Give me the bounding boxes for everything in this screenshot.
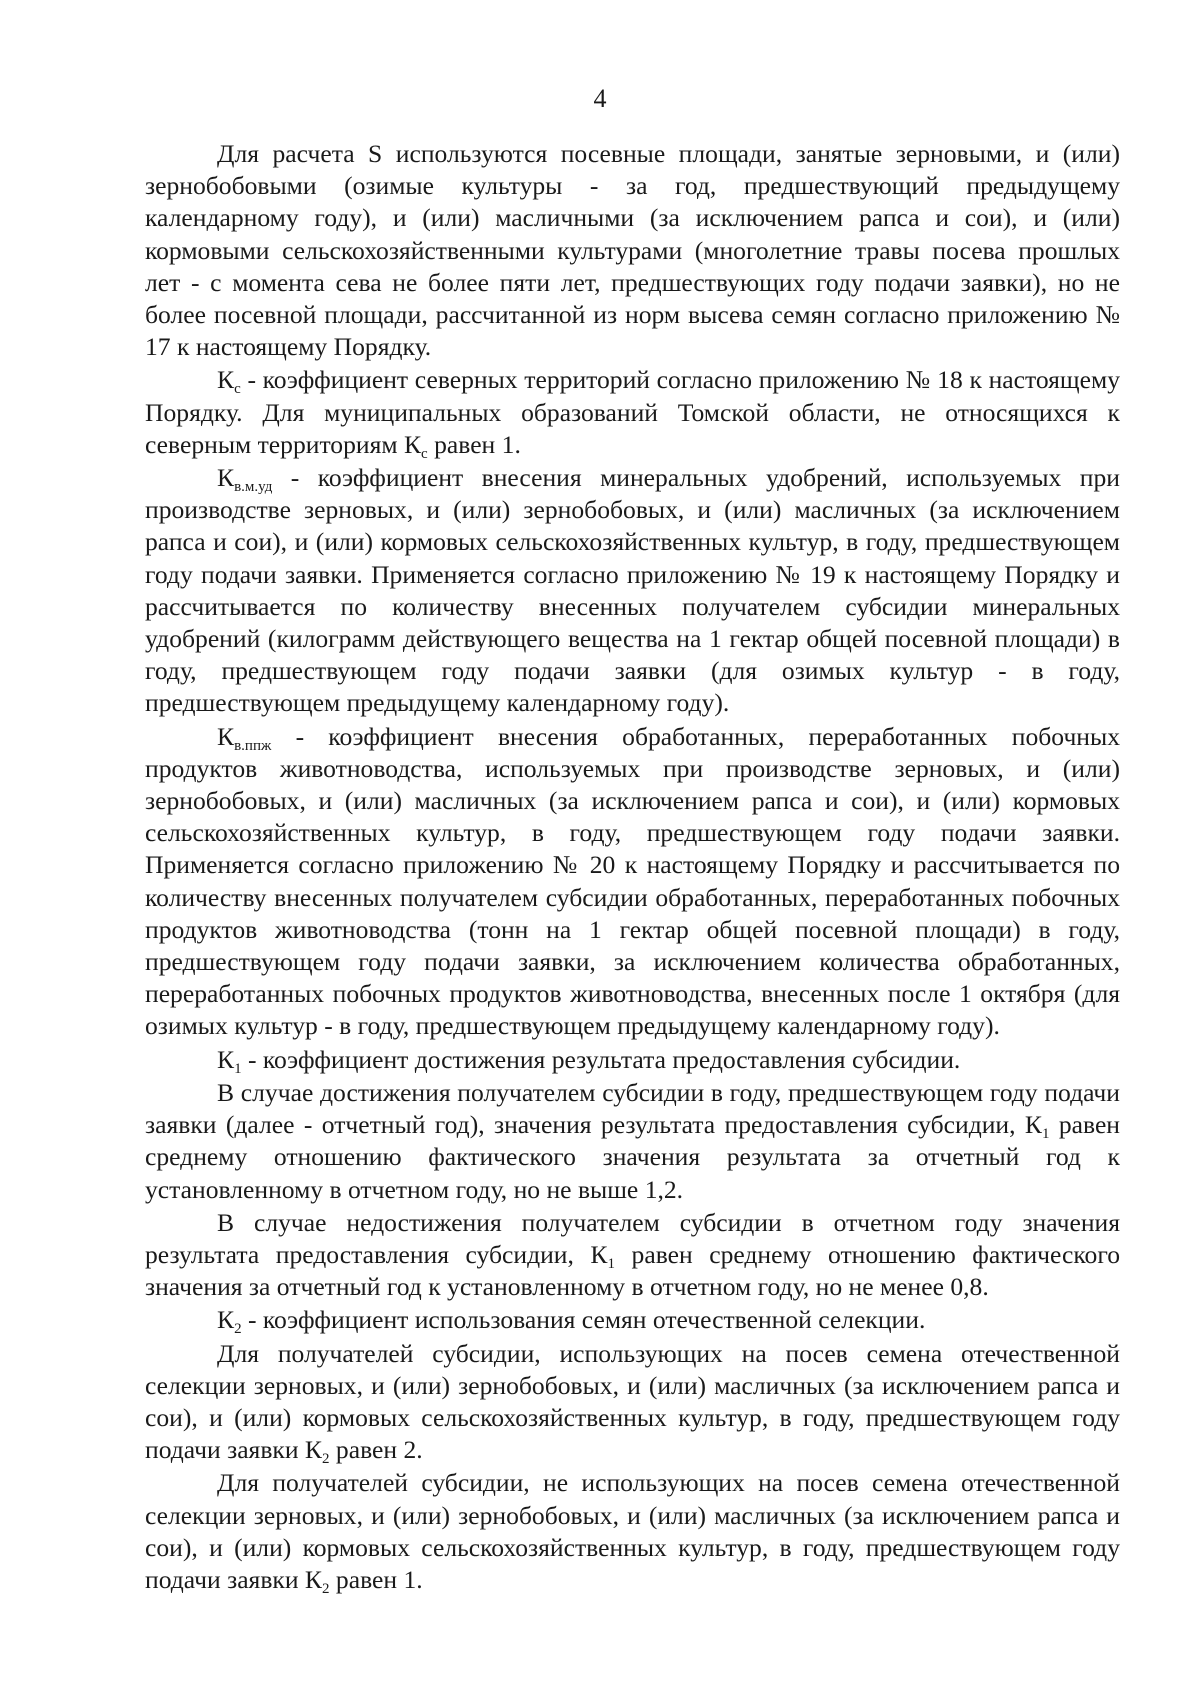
paragraph-text: Для расчета S используются посевные площади, занятые зерновыми, и (или) зернобобовыми (озимые культуры - за год, предшествующий предыдущему календарному году), и (или) масличными (за исключением рапса и сои), и (или) кормовыми сельскохозяйственными культурами (многолетние травы посева прошлых лет - с момента сева не более пяти лет, предшествующих году подачи заявки), но не более посевной площади, рассчитанной из норм высева семян согласно приложению № 17 к настоящему Порядку. (145, 139, 1120, 362)
document-body (145, 138, 1120, 1596)
coefficient-subscript: 1 (234, 1060, 242, 1077)
coefficient-subscript: 2 (322, 1451, 330, 1468)
paragraph-text: - коэффициент достижения результата предоставления субсидии. (241, 1044, 961, 1074)
paragraph-k1-not-achieved (145, 1207, 1120, 1304)
paragraph-text-tail: равен среднему отношению фактического значения за отчетный год к установленному в отчетном году, но не менее 0,8. (145, 1239, 1120, 1302)
paragraph-text: В случае достижения получателем субсидии в году, предшествующем году подачи заявки (далее - отчетный год), значения результата предоставления субсидии, К (145, 1077, 1120, 1140)
paragraph-text: Для получателей субсидии, использующих на посев семена отечественной селекции зерновых, и (или) зернобобовых, и (или) масличных (за исключением рапса и сои), и (или) кормовых сельскохозяйственных культур, в году, предшествующем году подачи заявки К (145, 1338, 1120, 1465)
coefficient-subscript: 1 (1041, 1126, 1050, 1143)
paragraph-kvppzh (145, 721, 1120, 1043)
coefficient-subscript: 2 (322, 1580, 330, 1597)
coefficient-subscript: в.м.уд (234, 479, 273, 496)
page-number: 4 (593, 84, 607, 113)
paragraph-k2-domestic (145, 1338, 1120, 1467)
paragraph-k1-achieved (145, 1077, 1120, 1206)
paragraph-text: В случае недостижения получателем субсидии в отчетном году значения результата предоставления субсидии, К (145, 1207, 1120, 1269)
coefficient-subscript: с (421, 445, 428, 462)
paragraph-text: - коэффициент использования семян отечественной селекции. (241, 1305, 926, 1335)
paragraph-text-tail: равен 1. (427, 429, 521, 459)
coefficient-symbol: К (217, 1305, 235, 1335)
paragraph-text: - коэффициент северных территорий согласно приложению № 18 к настоящему Порядку. Для муниципальных образований Томской области, не относящихся к северным территориям К (145, 365, 1120, 459)
paragraph-text: - коэффициент внесения минеральных удобрений, используемых при производстве зерновых, и (или) зернобобовых, и (или) масличных (за исключением рапса и сои), и (или) кормовых сельскохозяйственных культур, в году, предшествующем году подачи заявки. Применяется согласно приложению № 19 к настоящему Порядку и рассчитывается по количеству внесенных получателем субсидии минеральных удобрений (килограмм действующего вещества на 1 гектар общей посевной площади) в году, предшествующем году подачи заявки (для озимых культур - в году, предшествующем предыдущему календарному году). (145, 463, 1120, 718)
paragraph-text-tail: равен 2. (329, 1435, 423, 1465)
coefficient-subscript: 1 (607, 1255, 616, 1272)
coefficient-subscript: 2 (234, 1321, 242, 1338)
paragraph-k2 (145, 1304, 1120, 1336)
coefficient-symbol: К (217, 721, 235, 751)
paragraph-s-definition (145, 138, 1120, 363)
paragraph-kc (145, 364, 1120, 461)
paragraph-text-tail: равен 1. (329, 1564, 423, 1594)
paragraph-k2-non-domestic (145, 1467, 1120, 1596)
coefficient-symbol: К (217, 463, 235, 493)
paragraph-text: - коэффициент внесения обработанных, переработанных побочных продуктов животноводства, используемых при производстве зерновых, и (или) зернобобовых, и (или) масличных (за исключением рапса и сои), и (или) кормовых сельскохозяйственных культур, в году, предшествующем году подачи заявки. Применяется согласно приложению № 20 к настоящему Порядку и рассчитывается по количеству внесенных получателем субсидии обработанных, переработанных побочных продуктов животноводства (тонн на 1 гектар общей посевной площади) в году, предшествующем году подачи заявки, за исключением количества обработанных, переработанных побочных продуктов животноводства, внесенных после 1 октября (для озимых культур - в году, предшествующем предыдущему календарному году). (145, 721, 1120, 1041)
coefficient-symbol: К (217, 1044, 235, 1074)
paragraph-kvmud (145, 462, 1120, 720)
coefficient-subscript: с (234, 381, 241, 398)
paragraph-text-tail: равен среднему отношению фактического значения результата за отчетный год к установленному в отчетном году, но не выше 1,2. (145, 1110, 1120, 1204)
paragraph-k1 (145, 1044, 1120, 1076)
coefficient-subscript: в.ппж (234, 737, 272, 754)
paragraph-text: Для получателей субсидии, не использующих на посев семена отечественной селекции зерновых, и (или) зернобобовых, и (или) масличных (за исключением рапса и сои), и (или) кормовых сельскохозяйственных культур, в году, предшествующем году подачи заявки К (145, 1468, 1120, 1594)
coefficient-symbol: К (217, 365, 235, 395)
